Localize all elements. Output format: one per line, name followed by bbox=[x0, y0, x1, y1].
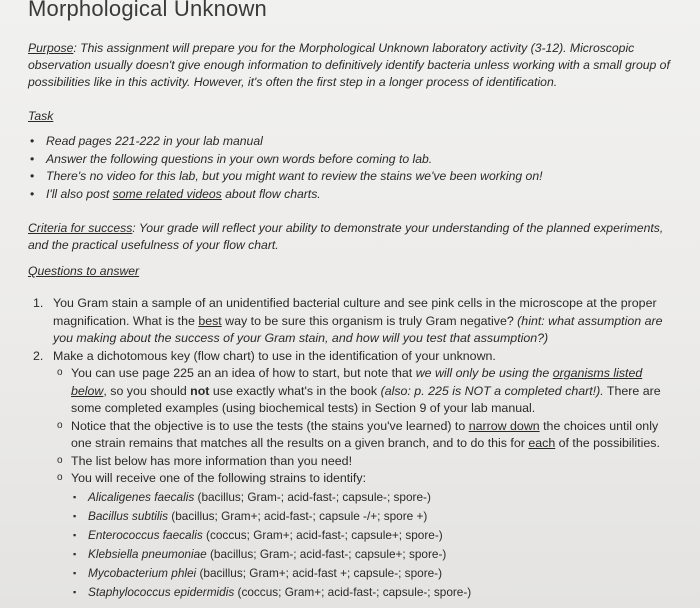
q2-subitem: o You will receive one of the following strains to identify: ▪ Alicaligenes faecalis (bacillus; Gram-; acid-fast-; capsule-; spore-) ▪ Bacillus subtilis (bacillus; Gram+; acid-fast-; capsule -/+; spore +) ▪ Enterococcus faecalis (coccus; Gram+; acid-fast-; capsule+; spore-) ▪ Klebsiella pneumoniae (bacillus; Gram-; acid-fast-; capsule+; spore-) ▪ Mycobacterium phlei (bacillus; Gram+; acid-fast +; capsule-; spore-) ▪ Staphylococcus epidermidis (coccus; Gram+; acid-fast-; capsule-; spore-) bbox=[53, 470, 673, 602]
strain-item: ▪ Klebsiella pneumoniae (bacillus; Gram-; acid-fast-; capsule+; spore-) bbox=[71, 545, 673, 564]
criteria-paragraph bbox=[28, 220, 678, 254]
question-1: 1. You Gram stain a sample of an unidentified bacterial culture and see pink cells in the microscope at the proper magnification. What is the best way to be sure this organism is truly Gram negative? (hint: what assumption are you making about the success of your Gram stain, and how will you test that assumption?) bbox=[33, 296, 663, 345]
task-list bbox=[28, 133, 668, 203]
task-item: • Read pages 221-222 in your lab manual bbox=[28, 133, 668, 151]
task-label: Task bbox=[28, 109, 54, 123]
strain-item: ▪ Bacillus subtilis (bacillus; Gram+; acid-fast-; capsule -/+; spore +) bbox=[71, 507, 673, 526]
strain-item: ▪ Enterococcus faecalis (coccus; Gram+; acid-fast-; capsule+; spore-) bbox=[71, 526, 673, 545]
strain-item: ▪ Mycobacterium phlei (bacillus; Gram+; acid-fast +; capsule-; spore-) bbox=[71, 564, 673, 583]
related-videos-link[interactable]: some related videos bbox=[112, 186, 222, 201]
strain-item: ▪ Alicaligenes faecalis (bacillus; Gram-; acid-fast-; capsule-; spore-) bbox=[71, 488, 673, 507]
criteria-text: : Your grade will reflect your ability to demonstrate your understanding of the planned experiments, and the practical usefulness of your flow chart. bbox=[28, 221, 664, 252]
task-item: • I'll also post some related videos about flow charts. bbox=[28, 186, 668, 204]
strain-list bbox=[71, 488, 673, 602]
strain-item: ▪ Staphylococcus epidermidis (coccus; Gram+; acid-fast-; capsule-; spore-) bbox=[71, 583, 673, 602]
page-title: Morphological Unknown bbox=[28, 0, 267, 21]
questions-label: Questions to answer bbox=[28, 264, 140, 278]
task-item: • There's no video for this lab, but you might want to review the stains we've been working on! bbox=[28, 168, 668, 186]
purpose-paragraph bbox=[28, 40, 683, 91]
purpose-text: : This assignment will prepare you for the Morphological Unknown laboratory activity (3-12). Microscopic observation usually doesn't give enough information to definitively identify bacteria unless working with a small group of possibilities like in this activity. However, it's often the first step in a longer process of identification. bbox=[28, 41, 670, 89]
criteria-label: Criteria for success bbox=[28, 221, 133, 235]
q2-subitem: o The list below has more information than you need! bbox=[53, 453, 673, 471]
purpose-label: Purpose bbox=[28, 41, 74, 55]
questions-list bbox=[33, 295, 673, 602]
hint-text: (hint: what assumption are you making about the success of your Gram stain, and how will you test that assumption?) bbox=[53, 313, 663, 345]
q2-subitem: o Notice that the objective is to use the tests (the stains you've learned) to narrow down the choices until only one strain remains that matches all the results on a given branch, and to do this for each of the possibilities. bbox=[53, 418, 673, 453]
question-2: 2. Make a dichotomous key (flow chart) to use in the identification of your unknown. o You can use page 225 an an idea of how to start, but note that we will only be using the organisms listed below, so you should not use exactly what's in the book (also: p. 225 is NOT a completed chart!). There are some completed examples (using biochemical tests) in Section 9 of your lab manual. o Notice that the objective is to use the tests (the stains you've learned) to narrow down the choices until only one strain remains that matches all the results on a given branch, and to do this for each of the possibilities. o The list below has more information than you need! o You will receive one of the following strains to identify: ▪ Alicaligenes faecalis (bacillus; Gram-; acid-fast-; capsule-; spore-) ▪ Bacillus subtilis (bacillus; Gram+; acid-fast-; capsule -/+; spore +) ▪ Enterococcus faecalis (coccus; Gram+; acid-fast-; capsule+; spore-) ▪ Klebsiella pneumoniae (bacillus; Gram-; acid-fast-; capsule+; spore-) ▪ Mycobacterium phlei (bacillus; Gram+; acid-fast +; capsule-; spore-) ▪ Staphylococcus epidermidis (coccus; Gram+; acid-fast-; capsule-; spore-) bbox=[33, 348, 673, 602]
task-item: • Answer the following questions in your own words before coming to lab. bbox=[28, 151, 668, 169]
q2-subitem: o You can use page 225 an an idea of how to start, but note that we will only be using the organisms listed below, so you should not use exactly what's in the book (also: p. 225 is NOT a completed chart!). There are some completed examples (using biochemical tests) in Section 9 of your lab manual. bbox=[53, 365, 673, 418]
